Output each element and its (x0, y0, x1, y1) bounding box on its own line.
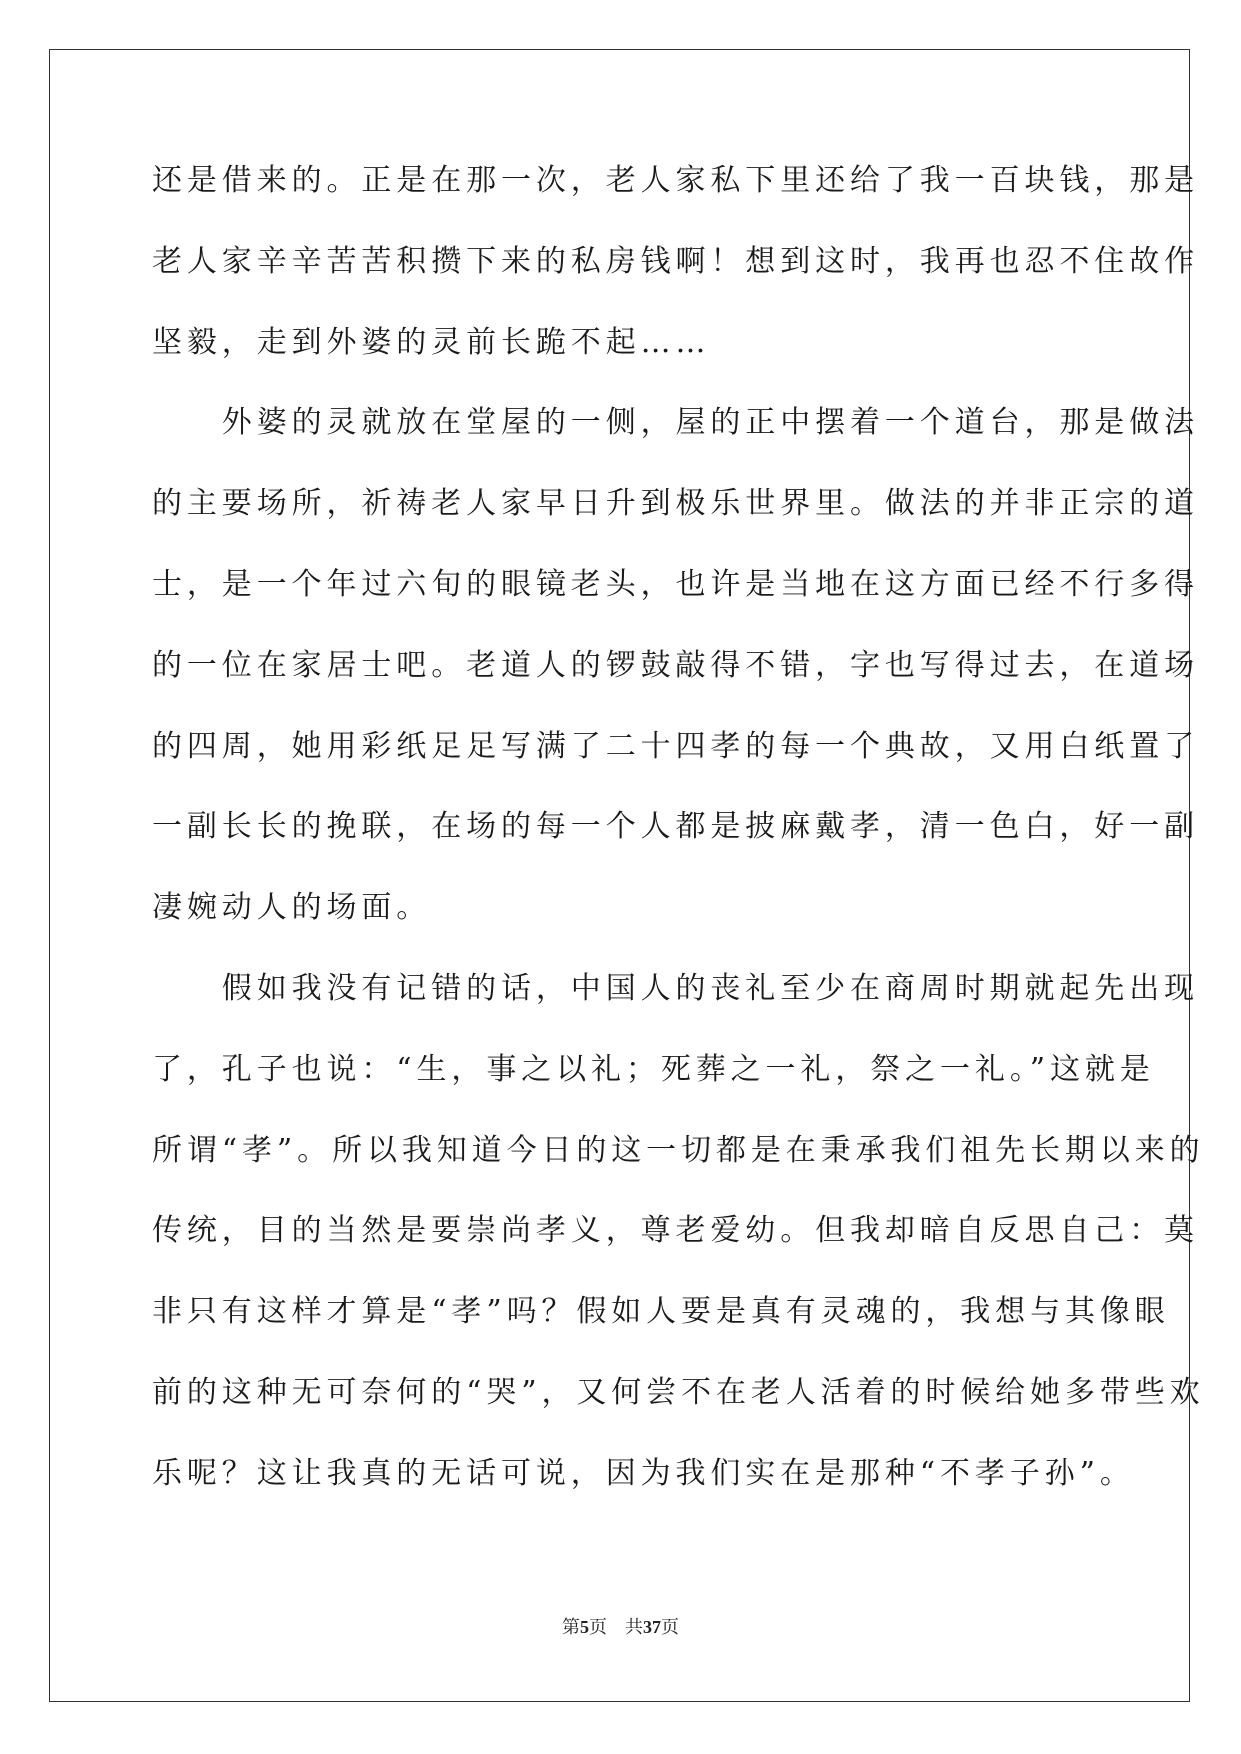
text-line: 还是借来的。正是在那一次，老人家私下里还给了我一百块钱，那是 (152, 163, 1199, 198)
text-line: 前的这种无可奈何的“哭”，又何尝不在老人活着的时候给她多带些欢 (152, 1374, 1205, 1410)
page-suffix: 页 (589, 1617, 607, 1637)
total-suffix: 页 (661, 1617, 679, 1637)
text-line: 传统，目的当然是要崇尚孝义，尊老爱幼。但我却暗自反思自己：莫 (152, 1213, 1199, 1249)
text-line: 乐呢？这让我真的无话可说，因为我们实在是那种“不孝子孙”。 (152, 1455, 1135, 1491)
text-line: 坚毅，走到外婆的灵前长跪不起…… (152, 324, 711, 360)
document-body (152, 163, 1205, 1537)
text-line: 的主要场所，祈祷老人家早日升到极乐世界里。做法的并非正宗的道 (152, 486, 1199, 522)
text-line: 凄婉动人的场面。 (152, 890, 432, 926)
text-line: 士，是一个年过六旬的眼镜老头，也许是当地在这方面已经不行多得 (152, 566, 1199, 602)
total-pages: 37 (643, 1617, 661, 1637)
text-line: 的一位在家居士吧。老道人的锣鼓敲得不错，字也写得过去，在道场 (152, 647, 1199, 683)
text-line: 一副长长的挽联，在场的每一个人都是披麻戴孝，清一色白，好一副 (152, 809, 1199, 845)
page-number: 5 (580, 1617, 589, 1637)
total-prefix: 共 (625, 1617, 643, 1637)
paragraph-start-line: 假如我没有记错的话，中国人的丧礼至少在商周时期就起先出现 (152, 970, 1199, 1006)
text-line: 非只有这样才算是“孝”吗？假如人要是真有灵魂的，我想与其像眼 (152, 1294, 1170, 1330)
text-line: 的四周，她用彩纸足足写满了二十四孝的每一个典故，又用白纸置了 (152, 728, 1199, 764)
text-line: 了，孔子也说：“生，事之以礼；死葬之一礼，祭之一礼。”这就是 (152, 1051, 1155, 1087)
page-prefix: 第 (562, 1617, 580, 1637)
paragraph-start-line: 外婆的灵就放在堂屋的一侧，屋的正中摆着一个道台，那是做法 (152, 405, 1199, 441)
text-line: 所谓“孝”。所以我知道今日的这一切都是在秉承我们祖先长期以来的 (152, 1132, 1205, 1168)
page-footer (0, 1616, 1241, 1638)
text-line: 老人家辛辛苦苦积攒下来的私房钱啊！想到这时，我再也忍不住故作 (152, 243, 1199, 279)
